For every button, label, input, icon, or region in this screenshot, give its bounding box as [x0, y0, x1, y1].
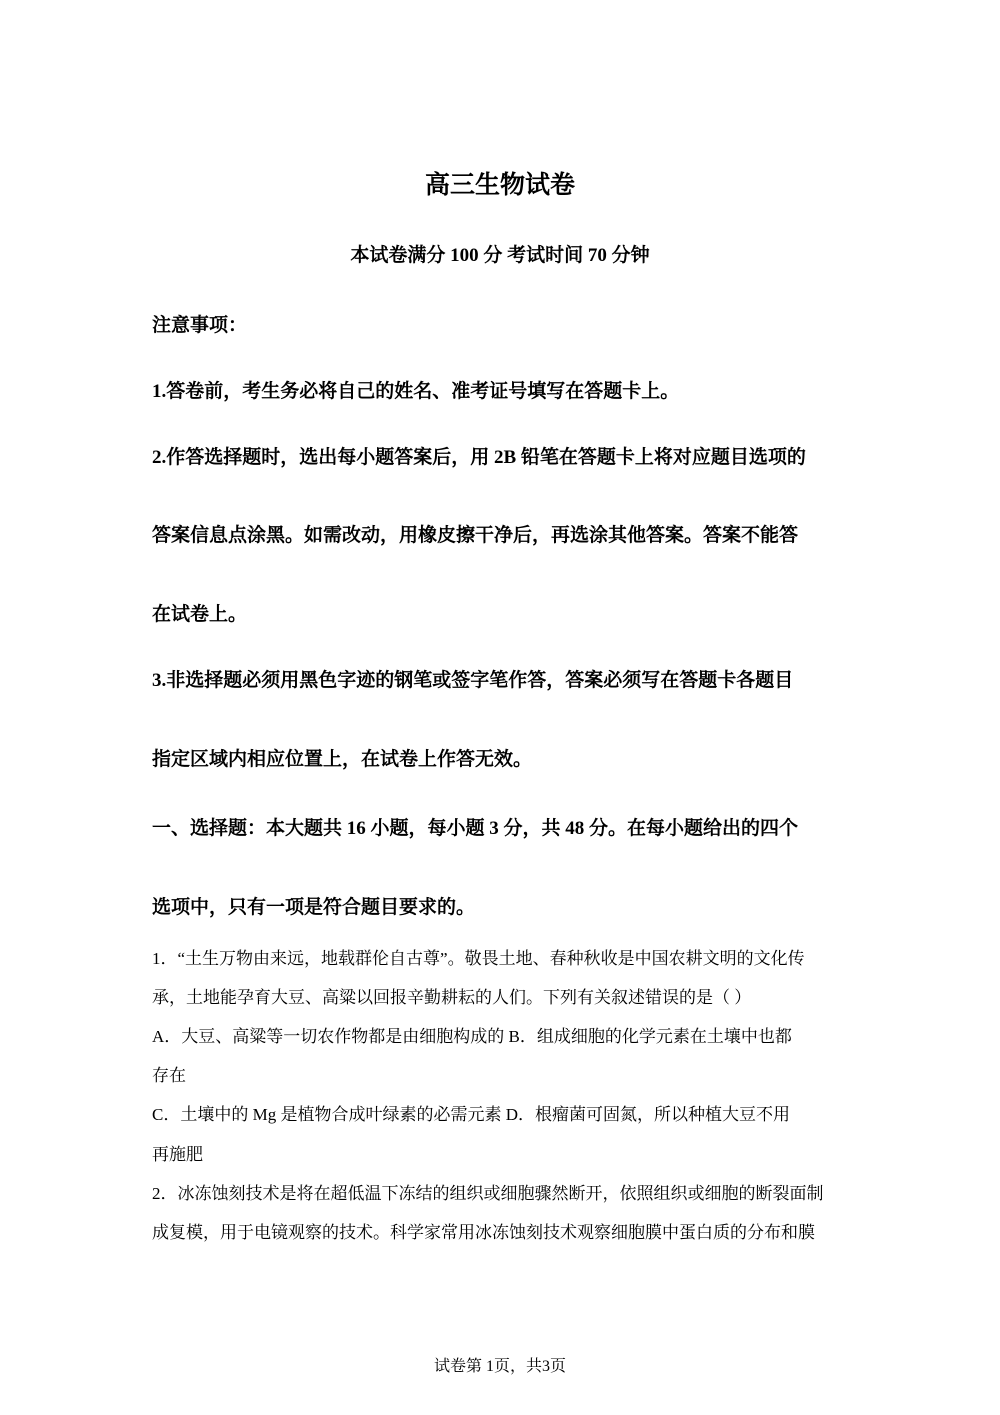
notes-line: 答案信息点涂黑。如需改动，用橡皮擦干净后，再选涂其他答案。答案不能答: [152, 525, 799, 546]
question-line: 1．“土生万物由来远，地载群伦自古尊”。敬畏土地、春种秋收是中国农耕文明的文化传: [152, 949, 805, 968]
notes-line: 2.作答选择题时，选出每小题答案后，用 2B 铅笔在答题卡上将对应题目选项的: [152, 447, 806, 468]
page-footer: 试卷第 1页，共3页: [433, 1358, 566, 1375]
option-line: 存在: [152, 1066, 186, 1085]
notes-line: 3.非选择题必须用黑色字迹的钢笔或签字笔作答，答案必须写在答题卡各题目: [152, 670, 794, 691]
page-title: 高三生物试卷: [424, 172, 575, 199]
question-line: 承，土地能孕育大豆、高粱以回报辛勤耕耘的人们。下列有关叙述错误的是（ ）: [152, 988, 752, 1007]
notes-line: 1.答卷前，考生务必将自己的姓名、准考证号填写在答题卡上。: [152, 381, 680, 402]
question-line: 成复模，用于电镜观察的技术。科学家常用冰冻蚀刻技术观察细胞膜中蛋白质的分布和膜: [152, 1223, 815, 1242]
section-heading: 一、选择题：本大题共 16 小题，每小题 3 分，共 48 分。在每小题给出的四个: [152, 818, 799, 839]
notes-line: 在试卷上。: [152, 604, 248, 625]
exam-info: 本试卷满分 100 分 考试时间 70 分钟: [350, 245, 650, 266]
option-line: A．大豆、高粱等一切农作物都是由细胞构成的 B．组成细胞的化学元素在土壤中也都: [152, 1027, 792, 1046]
notes-heading: 注意事项：: [152, 315, 248, 336]
option-line: C．土壤中的 Mg 是植物合成叶绿素的必需元素 D．根瘤菌可固氮，所以种植大豆不用: [152, 1105, 790, 1124]
section-heading: 选项中，只有一项是符合题目要求的。: [152, 897, 476, 918]
notes-line: 指定区域内相应位置上，在试卷上作答无效。: [152, 749, 533, 770]
question-line: 2．冰冻蚀刻技术是将在超低温下冻结的组织或细胞骤然断开，依照组织或细胞的断裂面制: [152, 1184, 824, 1203]
option-line: 再施肥: [152, 1145, 203, 1164]
